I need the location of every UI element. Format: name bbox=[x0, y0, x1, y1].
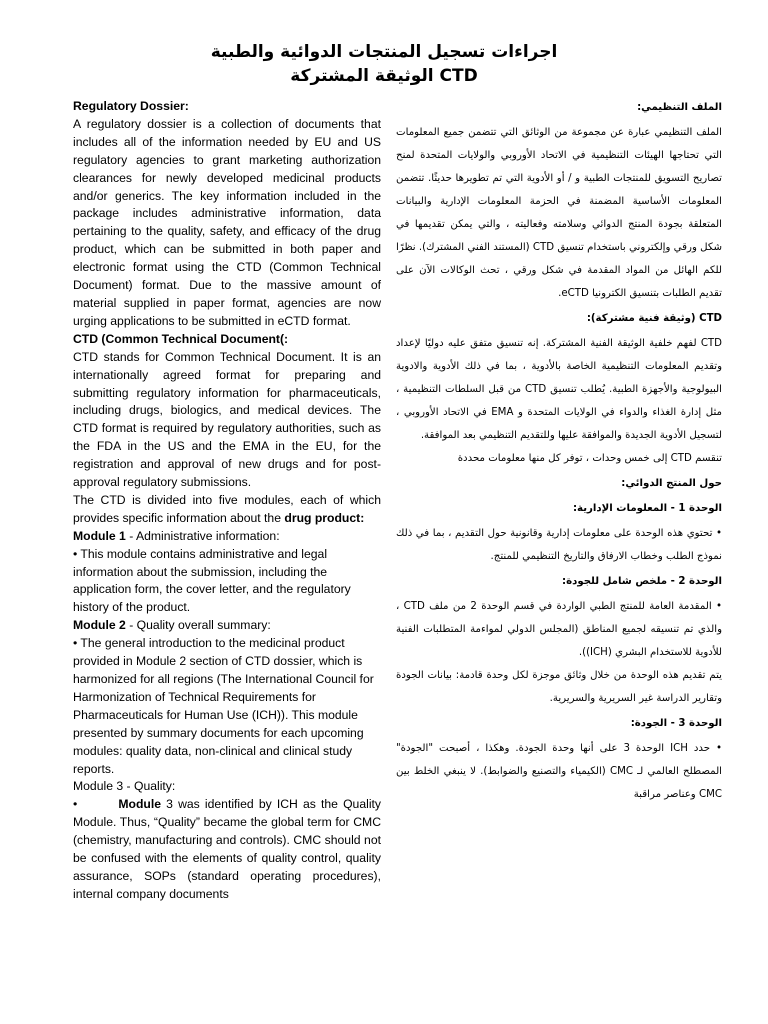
arabic-module-2-bullet: • المقدمة العامة للمنتج الطبي الواردة في قسم الوحدة 2 من ملف CTD ، والذي تم تنسيقه لجميع المناطق (المجلس الدولي لمواءمة المتطلبات الفنية للأدوية للاستخدام البشري (ICH)). bbox=[396, 601, 722, 658]
module-3-bullet-mark: • bbox=[73, 797, 119, 812]
modules-intro-text: The CTD is divided into five modules, each of which provides specific information about the bbox=[73, 492, 381, 525]
module-2-label: Module 2 bbox=[73, 618, 126, 633]
module-1-heading bbox=[73, 528, 381, 546]
arabic-module-2-heading: الوحدة 2 - ملخص شامل للجودة: bbox=[562, 576, 722, 587]
module-1-bullet: • This module contains administrative and legal information about the submission, including the application form, the cover letter, and the regulatory history of the product. bbox=[73, 546, 351, 615]
arabic-drug-product-heading: حول المنتج الدوائي: bbox=[621, 478, 722, 489]
arabic-modules-intro: تنقسم CTD إلى خمس وحدات ، توفر كل منها معلومات محددة bbox=[457, 453, 722, 464]
arabic-ctd-heading: CTD (وثيقة فنية مشتركة): bbox=[586, 313, 722, 324]
english-column bbox=[73, 98, 381, 904]
regulatory-dossier-heading: Regulatory Dossier: bbox=[73, 99, 189, 113]
arabic-column bbox=[396, 94, 722, 806]
arabic-module-2-summary: يتم تقديم هذه الوحدة من خلال وثائق موجزة لكل وحدة قادمة: بيانات الجودة وتقارير الدراسة غير السريرية والسريرية. bbox=[396, 670, 722, 704]
ctd-heading: CTD (Common Technical Document(: bbox=[73, 331, 289, 346]
modules-intro-paragraph bbox=[73, 492, 381, 528]
ctd-paragraph: CTD stands for Common Technical Document. It is an internationally agreed format for preparing and submitting regulatory information for pharmaceuticals, including drugs, biologics, and medical devices. The CTD format is required by regulatory authorities, such as the FDA in the US and the EMA in the EU, for the registration and approval of new drugs and for post-approval regulatory submissions. bbox=[73, 349, 381, 490]
module-2-heading bbox=[73, 617, 381, 635]
module-1-label: Module 1 bbox=[73, 528, 126, 543]
module-3-bullet bbox=[73, 796, 381, 903]
arabic-module-3-heading: الوحدة 3 - الجودة: bbox=[630, 718, 722, 729]
module-2-title: - Quality overall summary: bbox=[125, 618, 271, 633]
document-subtitle-ctd: الوثيقة المشتركة CTD bbox=[290, 66, 478, 86]
document-title-arabic: اجراءات تسجيل المنتجات الدوائية والطبية bbox=[210, 42, 558, 62]
module-3-bold-label: Module bbox=[118, 797, 162, 812]
module-2-bullet: • The general introduction to the medicinal product provided in Module 2 section of CTD dossier, which is harmonized for all regions (The International Council for Harmonization of Technical Requirements for Pharmaceuticals for Human Use (ICH)). This module presented by summary documents for each upcoming modules: quality data, non-clinical and clinical study reports. bbox=[73, 636, 374, 776]
drug-product-label: drug product: bbox=[284, 510, 365, 525]
arabic-ctd-paragraph: CTD لفهم خلفية الوثيقة الفنية المشتركة. إنه تنسيق متفق عليه دوليًا لإعداد وتقديم المعلومات التنظيمية الخاصة بالأدوية ، بما في ذلك الأدوية والادوية البيولوجية والأجهزة الطبية. يُطلب تنسيق CTD من قبل السلطات التنظيمية ، مثل إدارة الغذاء والدواء في الولايات المتحدة و EMA في الاتحاد الأوروبي ، لتسجيل الأدوية الجديدة والموافقة عليها وللتقديم التنظيمي بعد الموافقة. bbox=[396, 338, 722, 441]
regulatory-dossier-paragraph: A regulatory dossier is a collection of documents that includes all of the information needed by EU and US regulatory agencies to grant marketing authorization clearances for newly developed medicinal products and/or generics. The key information included in the package includes administrative information, data pertaining to the quality, safety, and efficacy of the drug product, which can be submitted in both paper and electronic format using the CTD (Common Technical Document) format. Due to the massive amount of material supplied in paper format, agencies are now urging applications to be submitted in eCTD format. bbox=[73, 116, 381, 328]
arabic-module-3-bullet: • حدد ICH الوحدة 3 على أنها وحدة الجودة. وهكذا ، أصبحت "الجودة" المصطلح العالمي لـ CMC (الكيمياء والتصنيع والضوابط). لا ينبغي الخلط بين CMC وعناصر مراقبة bbox=[396, 743, 723, 800]
module-1-title: - Administrative information: bbox=[125, 528, 280, 543]
arabic-dossier-paragraph: الملف التنظيمي عبارة عن مجموعة من الوثائق التي تتضمن جميع المعلومات التي تحتاجها الهيئات التنظيمية في الاتحاد الأوروبي والولايات المتحدة لمنح تصاريح التسويق للمنتجات الطبية و / أو الأدوية التي تم تطويرها حديثًا. تتضمن المعلومات الأساسية المضمنة في الحزمة المعلومات الإدارية والبيانات المتعلقة بجودة المنتج الدوائي وسلامته وفعاليته ، والتي يمكن تقديمها في شكل ورقي وإلكتروني باستخدام تنسيق CTD (المستند الفني المشترك). نظرًا للكم الهائل من المواد المقدمة في شكل ورقي ، تحث الوكالات الآن على تقديم الطلبات بتنسيق الكترونيا eCTD. bbox=[396, 127, 722, 299]
module-3-bullet-text: 3 was identified by ICH as the Quality Module. Thus, “Quality” became the global term for CMC (chemistry, manufacturing and controls). CMC should not be confused with the elements of quality control, quality assurance, SOPs (standard operating procedures), internal company documents bbox=[73, 797, 382, 901]
arabic-module-1-bullet: • تحتوي هذه الوحدة على معلومات إدارية وقانونية حول التقديم ، بما في ذلك نموذج الطلب وخطاب الارفاق والتاريخ التنظيمي للمنتج. bbox=[396, 528, 722, 562]
arabic-dossier-heading: الملف التنظيمي: bbox=[637, 102, 722, 113]
module-3-heading: Module 3 - Quality: bbox=[73, 779, 176, 794]
arabic-module-1-heading: الوحدة 1 - المعلومات الإدارية: bbox=[572, 503, 722, 514]
